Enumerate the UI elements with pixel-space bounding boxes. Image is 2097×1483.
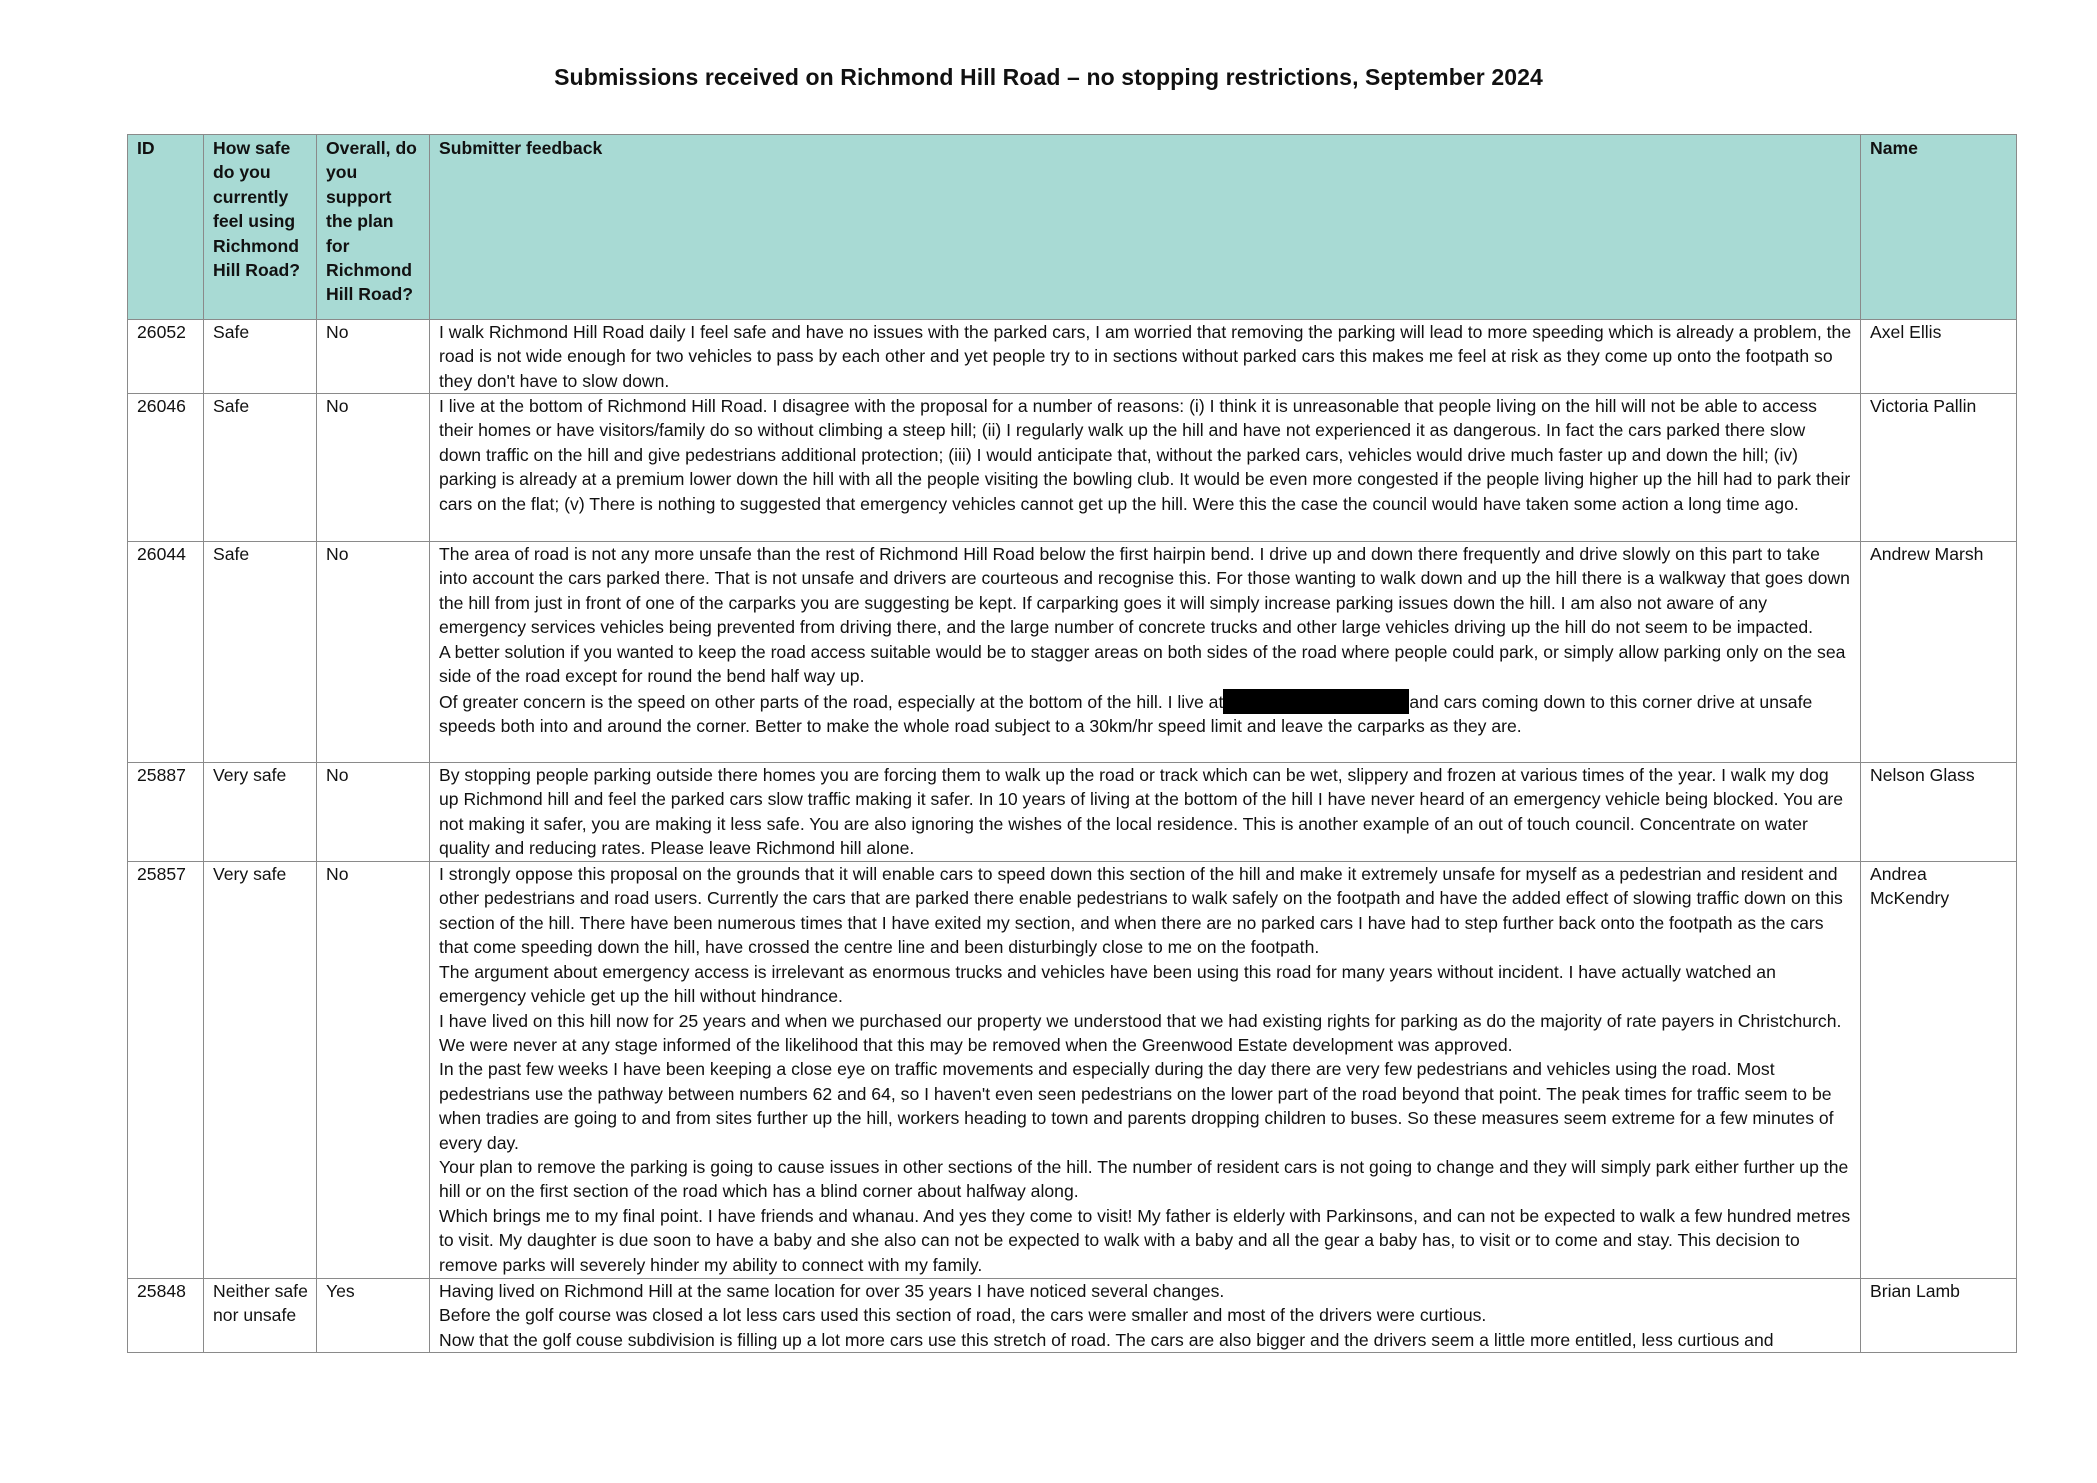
cell-support: No [317, 319, 430, 393]
header-id: ID [128, 135, 204, 320]
table-row [128, 1279, 2017, 1353]
header-feedback: Submitter feedback [430, 135, 1861, 320]
cell-name: Andrea McKendry [1861, 862, 2017, 1279]
cell-name: Axel Ellis [1861, 319, 2017, 393]
feedback-text-after-redaction: and cars coming down to this corner drive at unsafe speeds both into and around the corner. Better to make the whole road subject to a 30km/hr speed limit and leave the carparks as they are. [439, 691, 1813, 736]
cell-feedback [430, 862, 1861, 1279]
cell-safety: Very safe [204, 763, 317, 862]
cell-feedback [430, 394, 1861, 542]
feedback-paragraph: The area of road is not any more unsafe than the rest of Richmond Hill Road below the first hairpin bend. I drive up and down there frequently and drive slowly on this part to take into account the cars parked there. That is not unsafe and drivers are courteous and recognise this. For those wanting to walk down and up the hill there is a walkway that goes down the hill from just in front of one of the carparks you are suggesting be kept. If carparking goes it will simply increase parking issues down the hill. I am also not aware of any emergency services vehicles being prevented from driving there, and the large number of concrete trucks and other large vehicles driving up the hill do not seem to be impacted. [439, 544, 1850, 638]
feedback-paragraph: The argument about emergency access is irrelevant as enormous trucks and vehicles have been using this road for many years without incident. I have actually watched an emergency vehicle get up the hill without hindrance. [439, 961, 1776, 1007]
feedback-paragraph: Which brings me to my final point. I have friends and whanau. And yes they come to visit! My father is elderly with Parkinsons, and can not be expected to walk a few hundred metres to visit. My daughter is due soon to have a baby and she also can not be expected to walk with a baby and all the gear a baby has, to visit or to come and stay. This decision to remove parks will severely hinder my ability to connect with my family. [439, 1205, 1851, 1275]
header-support: Overall, do you support the plan for Richmond Hill Road? [317, 135, 430, 320]
cell-id: 25887 [128, 763, 204, 862]
cell-safety: Safe [204, 319, 317, 393]
feedback-paragraph: In the past few weeks I have been keeping a close eye on traffic movements and especially during the day there are very few pedestrians and vehicles using the road. Most pedestrians use the pathway between numbers 62 and 64, so I haven't even seen pedestrians on the lower part of the road beyond that point. The peak times for traffic seem to be when tradies are going to and from sites further up the hill, workers heading to town and parents dropping children to buses. So these measures seem extreme for a few minutes of every day. [439, 1059, 1834, 1153]
cell-safety: Very safe [204, 862, 317, 1279]
table-row [128, 394, 2017, 542]
feedback-paragraph: I live at the bottom of Richmond Hill Road. I disagree with the proposal for a number of reasons: (i) I think it is unreasonable that people living on the hill will not be able to access their homes or have visitors/family do so without climbing a steep hill; (ii) I regularly walk up the hill and have not experienced it as dangerous. In fact the cars parked there slow down traffic on the hill and give pedestrians additional protection; (iii) I would anticipate that, without the parked cars, vehicles would drive much faster up and down the hill; (iv) parking is already at a premium lower down the hill with all the people visiting the bowling club. It would be even more congested if the people living higher up the hill had to park their cars on the flat; (v) There is nothing to suggested that emergency vehicles cannot get up the hill. Were this the case the council would have taken some action a long time ago. [439, 396, 1851, 514]
cell-name: Nelson Glass [1861, 763, 2017, 862]
cell-feedback [430, 1279, 1861, 1353]
cell-id: 25848 [128, 1279, 204, 1353]
cell-id: 26044 [128, 542, 204, 763]
cell-name: Victoria Pallin [1861, 394, 2017, 542]
feedback-paragraph: Your plan to remove the parking is going to cause issues in other sections of the hill. The number of resident cars is not going to change and they will simply park either further up the hill or on the first section of the road which has a blind corner about halfway along. [439, 1156, 1849, 1202]
cell-support: No [317, 862, 430, 1279]
header-name: Name [1861, 135, 2017, 320]
header-safety: How safe do you currently feel using Richmond Hill Road? [204, 135, 317, 320]
cell-id: 25857 [128, 862, 204, 1279]
cell-safety: Safe [204, 542, 317, 763]
cell-support: No [317, 542, 430, 763]
cell-safety: Neither safe nor unsafe [204, 1279, 317, 1353]
table-row [128, 763, 2017, 862]
redaction-box [1223, 689, 1409, 714]
cell-support: No [317, 763, 430, 862]
feedback-paragraph: Having lived on Richmond Hill at the same location for over 35 years I have noticed several changes. [439, 1281, 1225, 1302]
feedback-paragraph [439, 689, 1852, 739]
table-header [128, 135, 2017, 320]
table-row [128, 542, 2017, 763]
cell-safety: Safe [204, 394, 317, 542]
feedback-paragraph: I walk Richmond Hill Road daily I feel safe and have no issues with the parked cars, I am worried that removing the parking will lead to more speeding which is already a problem, the road is not wide enough for two vehicles to pass by each other and yet people try to in sections without parked cars this makes me feel at risk as they come up onto the footpath so they don't have to slow down. [439, 321, 1852, 391]
cell-feedback [430, 319, 1861, 393]
table-row [128, 862, 2017, 1279]
feedback-paragraph: I strongly oppose this proposal on the grounds that it will enable cars to speed down this section of the hill and make it extremely unsafe for myself as a pedestrian and resident and other pedestrians and road users. Currently the cars that are parked there enable pedestrians to walk safely on the footpath and have the added effect of slowing traffic down on this section of the hill. There have been numerous times that I have exited my section, and when there are no parked cars I have had to step further back onto the footpath as the cars that come speeding down the hill, have crossed the centre line and been disturbingly close to me on the footpath. [439, 864, 1843, 958]
feedback-paragraph: A better solution if you wanted to keep the road access suitable would be to stagger areas on both sides of the road where people could park, or simply allow parking only on the sea side of the road except for round the bend half way up. [439, 641, 1846, 687]
cell-support: No [317, 394, 430, 542]
cell-feedback [430, 542, 1861, 763]
cell-id: 26046 [128, 394, 204, 542]
table-body [128, 319, 2017, 1352]
feedback-paragraph: Now that the golf couse subdivision is filling up a lot more cars use this stretch of road. The cars are also bigger and the drivers seem a little more entitled, less curtious and [439, 1329, 1774, 1350]
feedback-paragraph: Before the golf course was closed a lot less cars used this section of road, the cars were smaller and most of the drivers were curtious. [439, 1305, 1487, 1326]
page-title: Submissions received on Richmond Hill Road – no stopping restrictions, September 2024 [554, 64, 1543, 90]
cell-support: Yes [317, 1279, 430, 1353]
header-row [128, 135, 2017, 320]
cell-id: 26052 [128, 319, 204, 393]
feedback-paragraph: I have lived on this hill now for 25 years and when we purchased our property we understood that we had existing rights for parking as do the majority of rate payers in Christchurch. We were never at any stage informed of the likelihood that this may be removed when the Greenwood Estate development was approved. [439, 1010, 1842, 1055]
cell-feedback [430, 763, 1861, 862]
cell-name: Brian Lamb [1861, 1279, 2017, 1353]
table-row [128, 319, 2017, 393]
feedback-text-before-redaction: Of greater concern is the speed on other parts of the road, especially at the bottom of the hill. I live at [439, 691, 1224, 712]
cell-name: Andrew Marsh [1861, 542, 2017, 763]
submissions-table [127, 134, 2017, 1353]
feedback-paragraph: By stopping people parking outside there homes you are forcing them to walk up the road or track which can be wet, slippery and frozen at various times of the year. I walk my dog up Richmond hill and feel the parked cars slow traffic making it safer. In 10 years of living at the bottom of the hill I have never heard of an emergency vehicle being blocked. You are not making it safer, you are making it less safe. You are also ignoring the wishes of the local residence. This is another example of an out of touch council. Concentrate on water quality and reducing rates. Please leave Richmond hill alone. [439, 765, 1844, 859]
